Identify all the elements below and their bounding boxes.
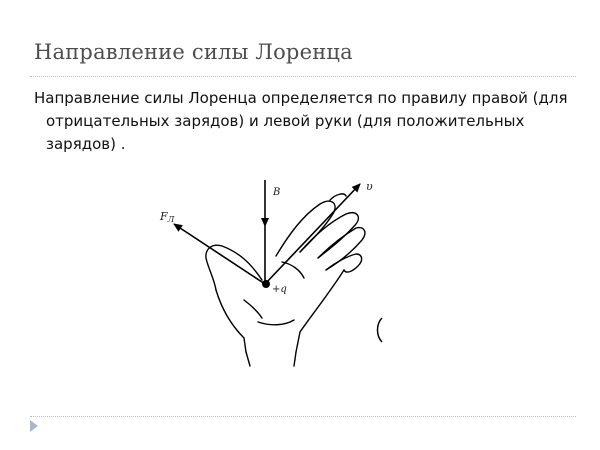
hand-outline [206, 194, 365, 366]
slide-bullet-icon [30, 420, 38, 432]
parenthesis-mark [378, 318, 383, 342]
footer-divider [30, 416, 576, 417]
charge-point [262, 280, 270, 288]
slide-title: Направление силы Лоренца [34, 40, 353, 64]
force-vector [174, 224, 265, 284]
velocity-label: υ [366, 180, 373, 193]
field-label: B [273, 187, 281, 198]
force-label: FЛ [160, 210, 175, 224]
body-paragraph: Направление силы Лоренца определяется по правилу правой (для отрицательных зарядов) и левой руки (для положительных зарядов) . [34, 89, 568, 153]
charge-label: +q [272, 284, 287, 295]
